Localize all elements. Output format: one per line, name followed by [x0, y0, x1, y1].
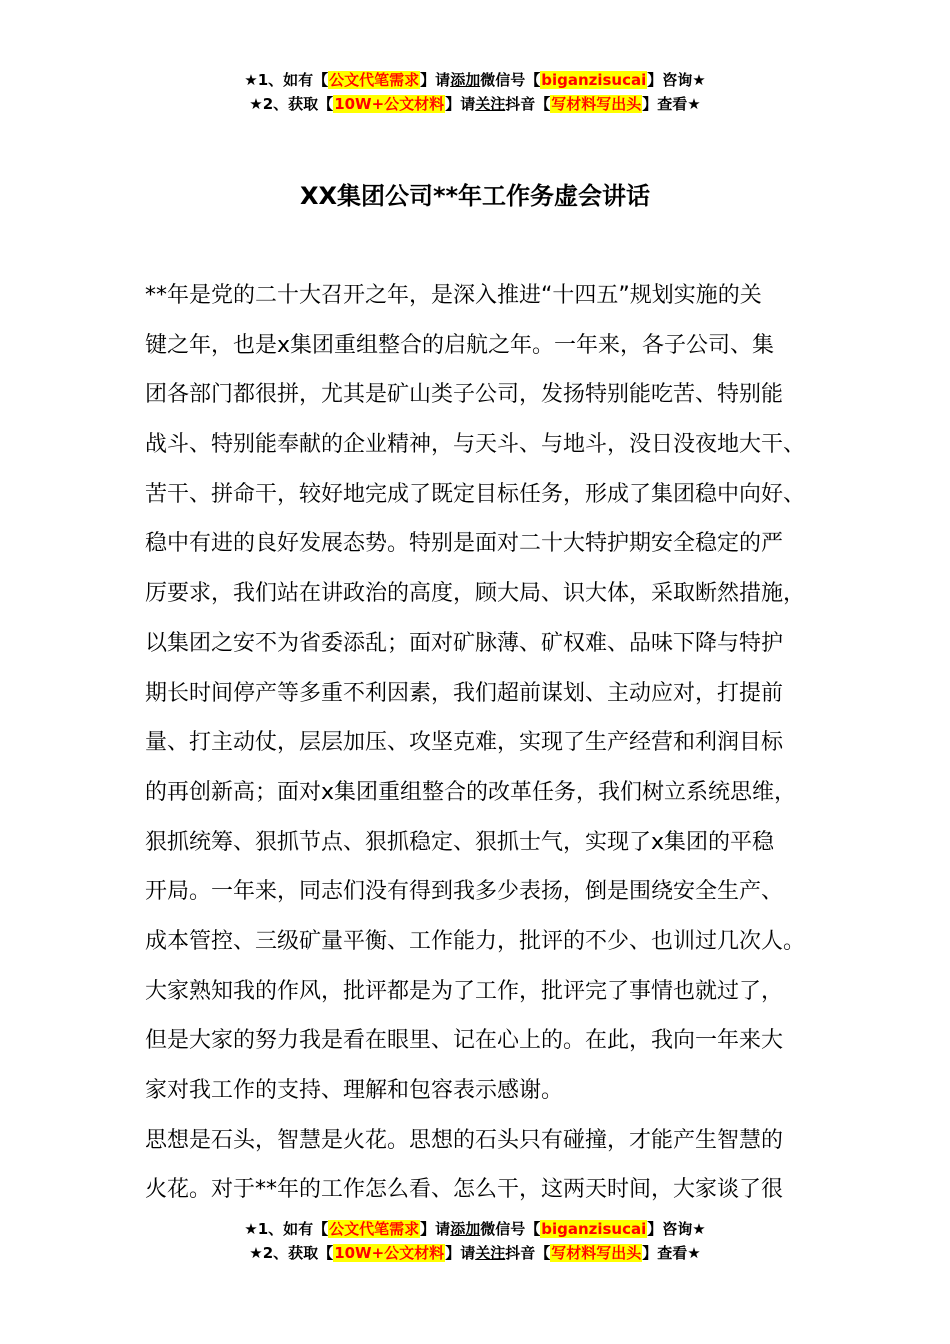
highlight-douyin-id: 写材料写出头 — [551, 1244, 642, 1262]
text-line: 狠抓统筹、狠抓节点、狠抓稳定、狠抓士气，实现了x集团的平稳 — [145, 829, 775, 855]
banner-line-2 — [0, 92, 950, 116]
text-line: 大家熟知我的作风，批评都是为了工作，批评完了事情也就过了， — [145, 978, 784, 1004]
underlined-text: 关注 — [475, 95, 506, 113]
text-line: 厉要求，我们站在讲政治的高度，顾大局、识大体，采取断然措施， — [145, 581, 806, 607]
banner-line-1 — [0, 1217, 950, 1241]
highlight-service: 公文代笔需求 — [329, 1220, 420, 1238]
highlight-materials: 10W+公文材料 — [334, 1244, 445, 1262]
banner-text: ★1、如有【 — [244, 71, 329, 89]
text-line: 开局。一年来，同志们没有得到我多少表扬，倒是围绕安全生产、 — [145, 879, 784, 905]
underlined-text: 添加 — [450, 71, 481, 89]
banner-line-2 — [0, 1241, 950, 1265]
text-line: 键之年，也是x集团重组整合的启航之年。一年来，各子公司、集 — [145, 332, 775, 358]
banner-text: 】咨询★ — [647, 1220, 706, 1238]
banner-text: 】请 — [420, 71, 451, 89]
highlight-service: 公文代笔需求 — [329, 71, 420, 89]
highlight-wechat-id: biganzisucai — [541, 1220, 647, 1238]
text-line: 期长时间停产等多重不利因素，我们超前谋划、主动应对，打提前 — [145, 680, 784, 706]
underlined-text: 添加 — [450, 1220, 481, 1238]
underlined-text: 关注 — [475, 1244, 506, 1262]
text-line: **年是党的二十大召开之年，是深入推进“十四五”规划实施的关 — [145, 283, 762, 308]
banner-text: 微信号【 — [480, 71, 541, 89]
text-line: 苦干、拼命干，较好地完成了既定目标任务，形成了集团稳中向好、 — [145, 481, 806, 507]
banner-text: 】请 — [445, 1244, 476, 1262]
banner-text: 】请 — [420, 1220, 451, 1238]
text-line: 稳中有进的良好发展态势。特别是面对二十大特护期安全稳定的严 — [145, 531, 784, 557]
text-line: 思想是石头，智慧是火花。思想的石头只有碰撞，才能产生智慧的 — [145, 1127, 784, 1153]
text-line: 以集团之安不为省委添乱；面对矿脉薄、矿权难、品味下降与特护 — [145, 630, 784, 656]
text-line: 的再创新高；面对x集团重组整合的改革任务，我们树立系统思维， — [145, 779, 797, 805]
banner-text: 抖音【 — [505, 95, 551, 113]
banner-text: ★1、如有【 — [244, 1220, 329, 1238]
highlight-wechat-id: biganzisucai — [541, 71, 647, 89]
highlight-materials: 10W+公文材料 — [334, 95, 445, 113]
banner-text: 】咨询★ — [647, 71, 706, 89]
header-banner — [0, 68, 950, 116]
text-line: 量、打主动仗，层层加压、攻坚克难，实现了生产经营和利润目标 — [145, 730, 784, 756]
paragraph-2 — [145, 1116, 835, 1215]
banner-text: ★2、获取【 — [249, 95, 334, 113]
text-line: 家对我工作的支持、理解和包容表示感谢。 — [145, 1078, 564, 1103]
banner-line-1 — [0, 68, 950, 92]
footer-banner — [0, 1217, 950, 1265]
text-line: 成本管控、三级矿量平衡、工作能力，批评的不少、也训过几次人。 — [145, 928, 806, 954]
text-line: 战斗、特别能奉献的企业精神，与天斗、与地斗，没日没夜地大干、 — [145, 432, 806, 458]
highlight-douyin-id: 写材料写出头 — [551, 95, 642, 113]
text-line: 但是大家的努力我是看在眼里、记在心上的。在此，我向一年来大 — [145, 1028, 784, 1054]
text-line: 团各部门都很拼，尤其是矿山类子公司，发扬特别能吃苦、特别能 — [145, 382, 784, 408]
banner-text: 】查看★ — [642, 1244, 701, 1262]
paragraph-1 — [145, 271, 835, 1116]
banner-text: 】请 — [445, 95, 476, 113]
banner-text: 微信号【 — [480, 1220, 541, 1238]
document-title: XX集团公司**年工作务虚会讲话 — [299, 182, 651, 210]
banner-text: 】查看★ — [642, 95, 701, 113]
document-body — [145, 271, 835, 1215]
text-line: 火花。对于**年的工作怎么看、怎么干，这两天时间，大家谈了很 — [145, 1177, 784, 1203]
banner-text: 抖音【 — [505, 1244, 551, 1262]
banner-text: ★2、获取【 — [249, 1244, 334, 1262]
